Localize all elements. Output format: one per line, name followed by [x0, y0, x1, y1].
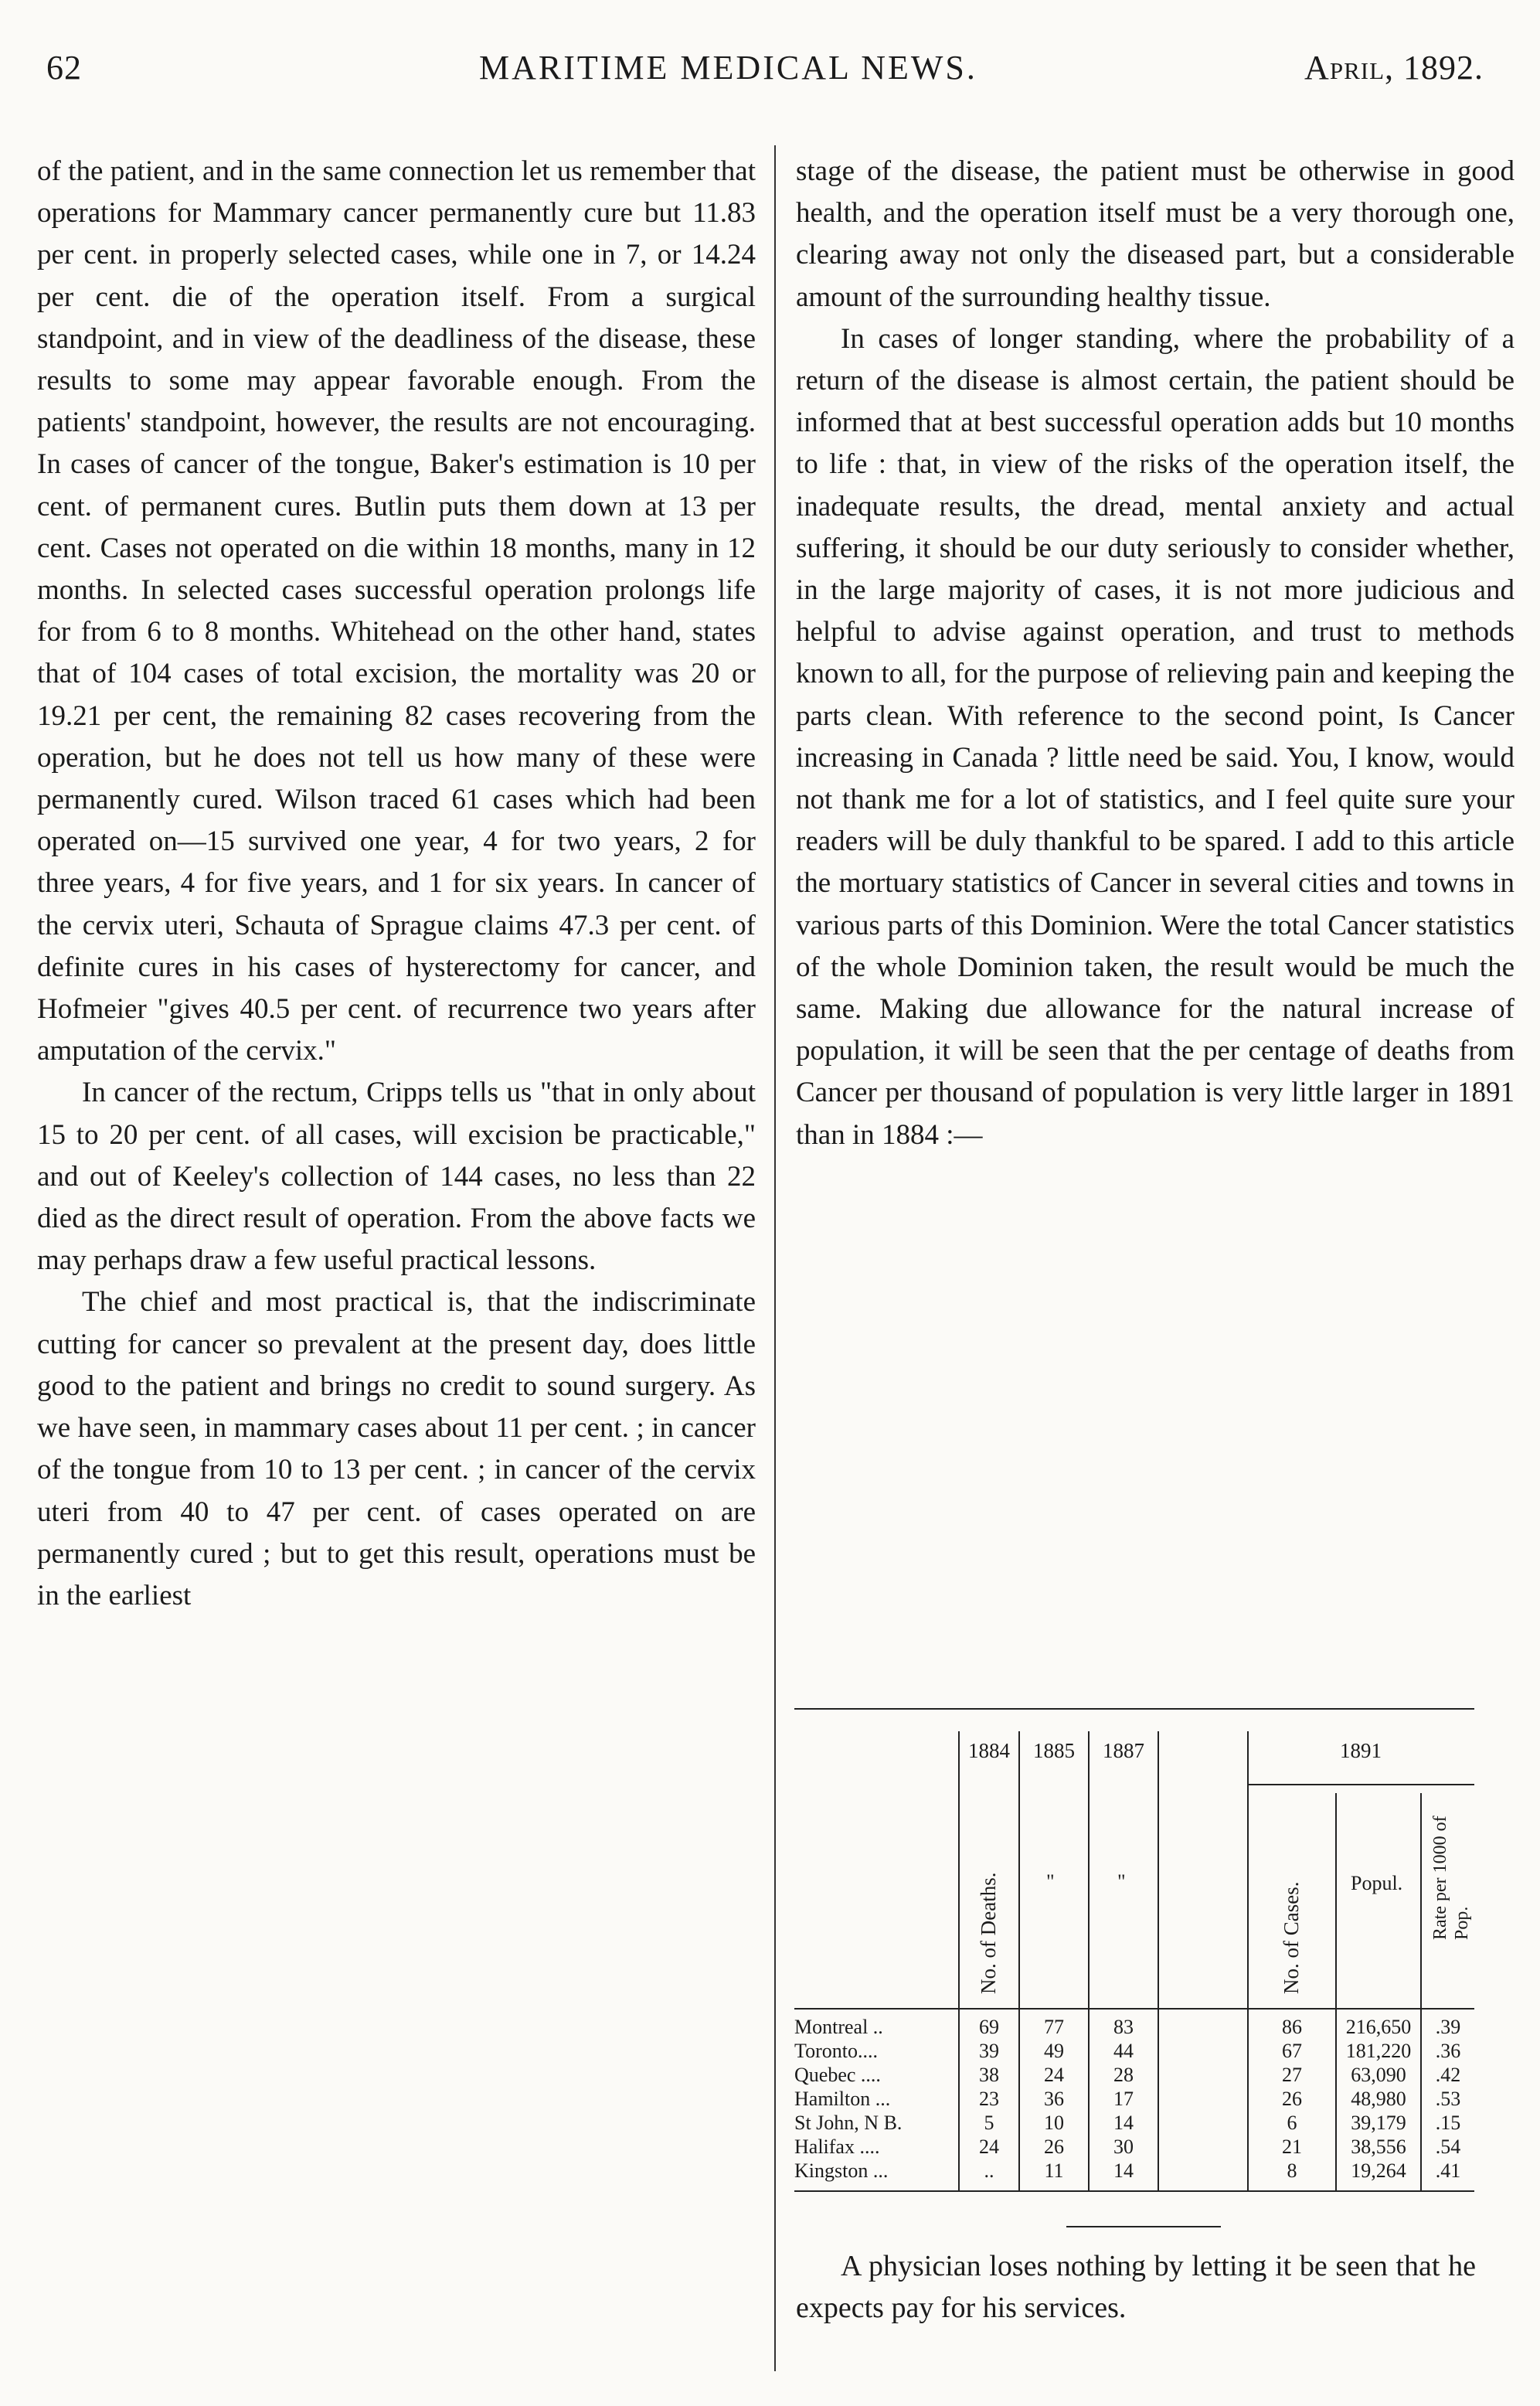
table-cell-rate: .41	[1435, 2159, 1461, 2182]
table-cell-popul: 48,980	[1351, 2088, 1406, 2110]
table-cell-cases: 8	[1287, 2159, 1297, 2182]
table-cell-cases: 26	[1282, 2088, 1302, 2110]
table-cell-d1884: 69	[979, 2016, 999, 2038]
table-cell-cases: 67	[1282, 2040, 1302, 2062]
table-cell-rate: .36	[1435, 2040, 1461, 2062]
table-cell-rate: .53	[1435, 2088, 1461, 2110]
table-cell-popul: 63,090	[1351, 2064, 1406, 2086]
paragraph: A physician loses nothing by letting it be seen that he expects pay for his services.	[796, 2250, 1476, 2324]
table-row-city: Halifax ....	[794, 2135, 880, 2158]
table-cell-d1887: 30	[1113, 2135, 1134, 2158]
issue-date: April, 1892.	[1304, 49, 1484, 87]
year-1887: 1887	[1103, 1739, 1144, 1762]
table-cell-d1887: 14	[1113, 2159, 1134, 2182]
left-column	[37, 151, 756, 1617]
table-cell-popul: 181,220	[1345, 2040, 1412, 2062]
table-cell-d1885: 11	[1044, 2159, 1064, 2182]
header-deaths: No. of Deaths.	[977, 1872, 1000, 1994]
table-header-rule	[794, 2008, 1474, 2010]
table-cell-rate: .42	[1435, 2064, 1461, 2086]
year-1884: 1884	[968, 1739, 1010, 1762]
table-cell-rate: .54	[1435, 2135, 1461, 2158]
page-number: 62	[46, 49, 82, 87]
table-row-city: Montreal ..	[794, 2016, 883, 2038]
table-cell-d1887: 83	[1113, 2016, 1134, 2038]
table-cell-d1885: 10	[1044, 2112, 1064, 2134]
table-cell-rate: .15	[1435, 2112, 1461, 2134]
header-popul: Popul.	[1351, 1872, 1403, 1894]
table-cell-d1887: 28	[1113, 2064, 1134, 2086]
closing-note	[796, 2245, 1476, 2329]
ditto-mark: "	[1046, 1870, 1055, 1893]
paragraph: In cancer of the rectum, Cripps tells us "that in only about 15 to 20 per cent. of all cases, will excision be practicable," and out of Keeley's collection of 144 cases, no less than 22 died as the direct result of operation. From the above facts we may perhaps draw a few useful practical lessons.	[37, 1077, 756, 1277]
header-cases: No. of Cases.	[1280, 1881, 1303, 1994]
table-cell-d1884: 39	[979, 2040, 999, 2062]
table-row-city: Toronto....	[794, 2040, 878, 2062]
table-cell-d1884: 23	[979, 2088, 999, 2110]
header-rate: Rate per 1000 of Pop.	[1430, 1816, 1472, 1940]
table-row-city: Hamilton ...	[794, 2088, 891, 2110]
table-cell-d1885: 49	[1044, 2040, 1064, 2062]
table-cell-cases: 6	[1287, 2112, 1297, 2134]
table-row-city: St John, N B.	[794, 2112, 903, 2134]
ditto-mark: "	[1117, 1870, 1126, 1893]
table-cell-popul: 19,264	[1351, 2159, 1406, 2182]
table-cell-d1885: 77	[1044, 2016, 1064, 2038]
table-cell-d1887: 44	[1113, 2040, 1134, 2062]
table-cell-popul: 38,556	[1351, 2135, 1406, 2158]
table-bottom-rule	[794, 2190, 1474, 2192]
paragraph: of the patient, and in the same connection let us remember that operations for Mammary cancer permanently cure but 11.83 per cent. in properly selected cases, while one in 7, or 14.24 per cent. die of the operation itself. From a surgical standpoint, and in view of the deadliness of the disease, these results to some may appear favorable enough. From the patients' standpoint, however, the results are not encouraging. In cases of cancer of the tongue, Baker's estimation is 10 per cent. of permanent cures. Butlin puts them down at 13 per cent. Cases not operated on die within 18 months, many in 12 months. In selected cases successful operation prolongs life for from 6 to 8 months. Whitehead on the other hand, states that of 104 cases of total excision, the mortality was 20 or 19.21 per cent, the remaining 82 cases recovering from the operation, but he does not tell us how many of these were permanently cured. Wilson traced 61 cases which had been operated on—15 survived one year, 4 for two years, 2 for three years, 4 for five years, and 1 for six years. In cancer of the cervix uteri, Schauta of Sprague claims 47.3 per cent. of definite cures in his cases of hysterectomy for cancer, and Hofmeier "gives 40.5 per cent. of recurrence two years after amputation of the cervix."	[37, 155, 756, 1067]
table-row-city: Quebec ....	[794, 2064, 881, 2086]
table-cell-d1884: 24	[979, 2135, 999, 2158]
paragraph: stage of the disease, the patient must be otherwise in good health, and the operation itself must be a very thorough one, clearing away not only the diseased part, but a considerable amount of the surrounding healthy tissue.	[796, 155, 1515, 313]
table-cell-d1887: 17	[1113, 2088, 1134, 2110]
table-cell-d1887: 14	[1113, 2112, 1134, 2134]
running-header	[46, 48, 1484, 102]
table-top-rule	[794, 1708, 1474, 1710]
table-cell-d1884: 5	[984, 2112, 994, 2134]
table-cell-cases: 21	[1282, 2135, 1302, 2158]
table-cell-d1885: 24	[1044, 2064, 1064, 2086]
col-rule	[1158, 1731, 1159, 2190]
table-row-city: Kingston ...	[794, 2159, 889, 2182]
section-rule	[1066, 2226, 1221, 2227]
table-cell-rate: .39	[1435, 2016, 1461, 2038]
right-column	[796, 151, 1515, 1156]
table-cell-popul: 216,650	[1345, 2016, 1412, 2038]
paragraph: The chief and most practical is, that the indiscriminate cutting for cancer so prevalent at the present day, does little good to the patient and brings no credit to sound surgery. As we have seen, in mammary cases about 11 per cent. ; in cancer of the tongue from 10 to 13 per cent. ; in cancer of the cervix uteri from 40 to 47 per cent. of cases operated on are permanently cured ; but to get this result, operations must be in the earliest	[37, 1286, 756, 1611]
year-1891: 1891	[1340, 1739, 1382, 1762]
year-1885: 1885	[1033, 1739, 1075, 1762]
table-cell-cases: 27	[1282, 2064, 1302, 2086]
table-cell-d1884: 38	[979, 2064, 999, 2086]
table-cell-cases: 86	[1282, 2016, 1302, 2038]
table-cell-popul: 39,179	[1351, 2112, 1406, 2134]
table-cell-d1885: 36	[1044, 2088, 1064, 2110]
cancer-statistics-table	[794, 1708, 1474, 2195]
column-divider	[774, 145, 776, 2371]
table-cell-d1885: 26	[1044, 2135, 1064, 2158]
journal-title: MARITIME MEDICAL NEWS.	[479, 49, 977, 87]
table-cell-d1884: ..	[984, 2159, 994, 2182]
paragraph: In cases of longer standing, where the probability of a return of the disease is almost certain, the patient should be informed that at best successful operation adds but 10 months to life : that, in view of the risks of the operation itself, the inadequate results, the dread, mental anxiety and actual suffering, it should be our duty seriously to consider whether, in the large majority of cases, it is not more judicious and helpful to advise against operation, and trust to methods known to all, for the purpose of relieving pain and keeping the parts clean. With reference to the second point, Is Cancer increasing in Canada ? little need be said. You, I know, would not thank me for a lot of statistics, and I feel quite sure your readers will be duly thankful to be spared. I add to this article the mortuary statistics of Cancer in several cities and towns in various parts of this Dominion. Were the total Cancer statistics of the whole Dominion taken, the result would be much the same. Making due allowance for the natural increase of population, it will be seen that the per centage of deaths from Cancer per thousand of population is very little larger in 1891 than in 1884 :—	[796, 322, 1515, 1151]
